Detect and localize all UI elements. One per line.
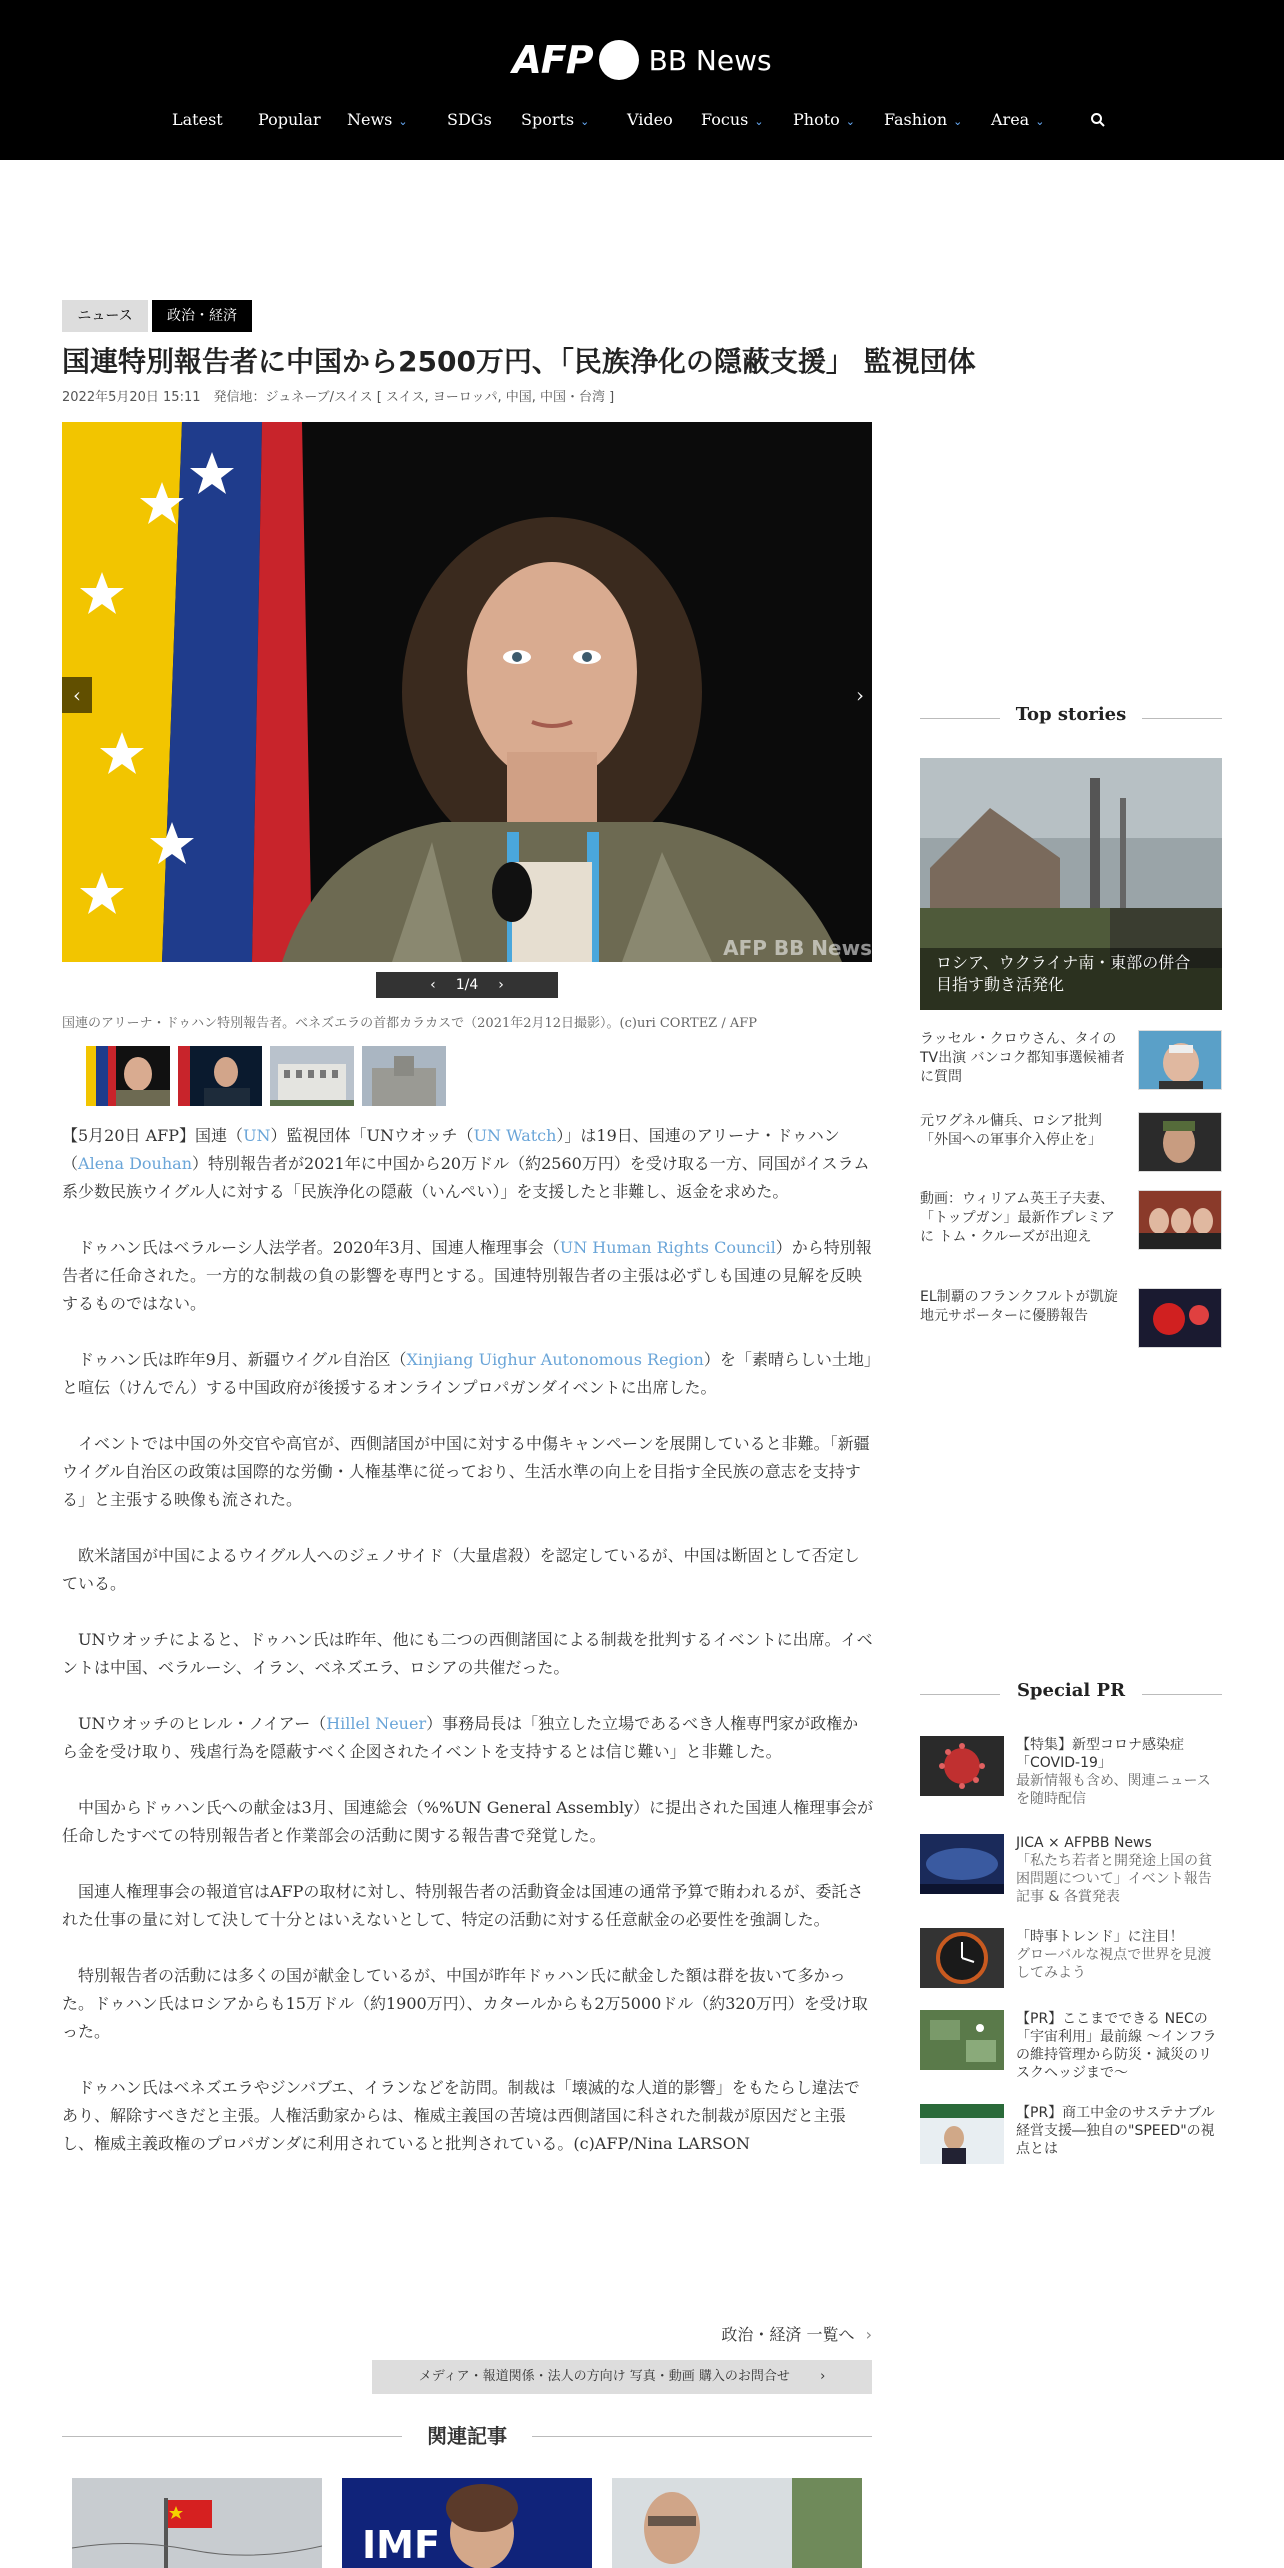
search-icon[interactable]: [1090, 112, 1106, 128]
inline-link[interactable]: UN: [243, 1126, 271, 1145]
nav-item-label: Video: [627, 110, 673, 129]
article-paragraph: [62, 2074, 874, 2158]
nav-item-label: Photo: [793, 110, 840, 129]
chevron-down-icon: ⌄: [580, 115, 590, 128]
related-card-image-flag: [72, 2478, 322, 2568]
photo-caption: 国連のアリーナ・ドゥハン特別報告者。ベネズエラの首都カラカスで（2021年2月12日撮影）。(c)uri CORTEZ / AFP: [62, 1016, 758, 1031]
photo-next-arrow[interactable]: ›: [856, 683, 864, 707]
top-story-item[interactable]: [920, 1112, 1222, 1176]
article-paragraph: [62, 1430, 874, 1514]
nav-item-label: Fashion: [884, 110, 948, 129]
top-story-thumbnail: [1138, 1288, 1222, 1348]
pr-text: [1016, 2010, 1222, 2082]
thumbnail-3[interactable]: [270, 1046, 354, 1106]
chevron-down-icon: ⌄: [845, 115, 855, 128]
logo-bb: BB News: [648, 43, 772, 77]
inline-link[interactable]: Alena Douhan: [78, 1154, 192, 1173]
special-pr-item[interactable]: [920, 2104, 1222, 2168]
article-body: [62, 1122, 874, 2186]
nav-item-label: Focus: [701, 110, 749, 129]
tag-politics-economy[interactable]: 政治・経済: [152, 300, 252, 332]
pager-next-button[interactable]: ›: [498, 977, 504, 993]
pr-subtitle: 「私たち若者と開発途上国の貧困問題について」イベント報告記事 & 各賞発表: [1016, 1853, 1212, 1905]
pr-title: 「時事トレンド」に注目！: [1016, 1929, 1184, 1945]
photo-pager: [376, 972, 558, 998]
thumbnail-4-image: [362, 1046, 446, 1106]
special-pr-item[interactable]: [920, 1834, 1222, 1905]
related-article-card[interactable]: [72, 2478, 322, 2568]
pr-title: 【特集】新型コロナ感染症「COVID-19」: [1016, 1737, 1184, 1771]
story-thumb-image: [1139, 1113, 1222, 1172]
pr-text: [1016, 1736, 1222, 1808]
pr-thumb-covid: [920, 1736, 1004, 1796]
pr-thumbnail: [920, 1736, 1004, 1796]
paragraph-text: ドゥハン氏は昨年9月、新疆ウイグル自治区（: [62, 1350, 407, 1369]
main-nav: [0, 110, 1284, 140]
thumbnail-2-image: [178, 1046, 262, 1106]
special-pr-item[interactable]: [920, 1736, 1222, 1807]
pr-thumbnail: [920, 2010, 1004, 2070]
top-story-item[interactable]: [920, 1190, 1222, 1254]
nav-item-video[interactable]: [627, 110, 673, 129]
special-pr-title: Special PR: [1016, 1680, 1126, 1701]
category-list-link[interactable]: [718, 2322, 872, 2345]
pr-thumb-jica: [920, 1834, 1004, 1894]
top-story-feature[interactable]: [920, 758, 1222, 1010]
paragraph-text: ）事務局長は「独立した立場であるべき人権専門家が政権から金を受け取り、残虐行為を隠蔽すべく企図されたイベントを支持するとは信じ難い」と非難した。: [62, 1714, 859, 1761]
article-title: 国連特別報告者に中国から2500万円、「民族浄化の隠蔽支援」 監視団体: [62, 345, 976, 378]
paragraph-text: ドゥハン氏はベネズエラやジンバブエ、イランなどを訪問。制裁は「壊滅的な人道的影響」をもたらし違法であり、解除すべきだと主張。人権活動家からは、権威主義国の苦境は西側諸国に科された制裁が原因だと主張し、権威主義政権のプロパガンダに利用されていると批判されている。(c)AFP/Nina LARSON: [62, 2078, 860, 2153]
pr-subtitle: グローバルな視点で世界を見渡してみよう: [1016, 1947, 1212, 1981]
nav-item-fashion[interactable]: [884, 110, 962, 129]
top-story-item[interactable]: [920, 1288, 1222, 1352]
article-paragraph: [62, 1794, 874, 1850]
nav-item-sports[interactable]: [521, 110, 589, 129]
story-thumb-image: [1139, 1191, 1222, 1250]
chevron-right-icon: ›: [820, 2369, 826, 2384]
pager-prev-button[interactable]: ‹: [430, 977, 436, 993]
nav-item-label: Latest: [172, 110, 223, 129]
paragraph-text: 【5月20日 AFP】国連（: [62, 1126, 244, 1145]
paragraph-text: 特別報告者の活動には多くの国が献金しているが、中国が昨年ドゥハン氏に献金した額は群を抜いて多かった。ドゥハン氏はロシアからも15万ドル（約1900万円）、カタールからも2万5000ドル（約320万円）を受け取った。: [62, 1966, 868, 2041]
nav-item-sdgs[interactable]: [447, 110, 492, 129]
related-articles-heading: [62, 2420, 872, 2450]
article-paragraph: [62, 1878, 874, 1934]
article-paragraph: [62, 1710, 874, 1766]
top-story-feature-caption: ロシア、ウクライナ南・東部の併合目指す動き活発化: [936, 953, 1191, 994]
site-header: [0, 0, 1284, 160]
thumbnail-1[interactable]: [86, 1046, 170, 1106]
pr-text: [1016, 1834, 1222, 1906]
pr-title: 【PR】ここまでできる NECの「宇宙利用」最前線 ～インフラの維持管理から防災・減災のリスクヘッジまで～: [1016, 2011, 1217, 2081]
paragraph-text: ）」は19日、国連のアリーナ・ドゥハン（: [62, 1126, 840, 1173]
special-pr-item[interactable]: [920, 1928, 1222, 1992]
top-stories-heading: [920, 704, 1222, 734]
chevron-down-icon: ⌄: [398, 115, 408, 128]
paragraph-text: ）を「素晴らしい土地」と喧伝（けんでん）する中国政府が後援するオンラインプロパガンダイベントに出席した。: [62, 1350, 872, 1397]
inline-link[interactable]: Xinjiang Uighur Autonomous Region: [406, 1350, 704, 1369]
related-card-image-imf: [342, 2478, 592, 2568]
pr-title: JICA × AFPBB News: [1016, 1835, 1152, 1851]
story-thumb-image: [1139, 1289, 1222, 1348]
logo-circle: [599, 40, 639, 80]
logo-afp: AFP: [512, 38, 593, 82]
special-pr-heading: [920, 1680, 1222, 1710]
paragraph-text: UNウオッチによると、ドゥハン氏は昨年、他にも二つの西側諸国による制裁を批判するイベントに出席。イベントは中国、ベラルーシ、イラン、ベネズエラ、ロシアの共催だった。: [62, 1630, 873, 1677]
pr-thumb-nec: [920, 2010, 1004, 2070]
main-photo: [62, 422, 872, 962]
tag-news[interactable]: ニュース: [62, 300, 148, 332]
story-thumb-image: [1139, 1031, 1222, 1090]
paragraph-text: ）監視団体「UNウオッチ（: [270, 1126, 474, 1145]
paragraph-text: UNウオッチのヒレル・ノイアー（: [62, 1714, 327, 1733]
paragraph-text: 中国からドゥハン氏への献金は3月、国連総会（%%UN General Assembly）に提出された国連人権理事会が任命したすべての特別報告者と作業部会の活動に関する報告書で発覚した。: [62, 1798, 874, 1845]
paragraph-text: イベントでは中国の外交官や高官が、西側諸国が中国に対する中傷キャンペーンを展開していると非難。「新疆ウイグル自治区の政策は国際的な労働・人権基準に従っており、生活水準の向上を目指す全民族の意志を支持する」と主張する映像も流された。: [62, 1434, 870, 1509]
media-inquiry-label: メディア・報道関係・法人の方向け 写真・動画 購入のお問合せ: [418, 2369, 790, 2384]
photo-woman-at-podium: [62, 422, 872, 962]
thumbnail-1-image: [86, 1046, 170, 1106]
photo-watermark: AFP BB News: [723, 936, 872, 960]
top-story-title: 動画：ウィリアム英王子夫妻、「トップガン」最新作プレミアに トム・クルーズが出迎え: [920, 1191, 1115, 1245]
related-articles: [72, 2478, 862, 2568]
top-stories-title: Top stories: [1015, 704, 1127, 725]
related-card-image-man: [612, 2478, 862, 2568]
pager-count: 1/4: [455, 977, 479, 993]
pr-title: 【PR】商工中金のサステナブル経営支援―独自の"SPEED"の視点とは: [1016, 2105, 1215, 2157]
nav-item-label: SDGs: [447, 110, 492, 129]
pr-text: [1016, 1928, 1222, 1982]
thumbnail-2[interactable]: [178, 1046, 262, 1106]
top-story-title: 元ワグネル傭兵、ロシア批判「外国への軍事介入停止を」: [920, 1113, 1102, 1148]
divider-right: [532, 2436, 872, 2437]
paragraph-text: ドゥハン氏はベラルーシ人法学者。2020年3月、国連人権理事会（: [62, 1238, 560, 1257]
article-paragraph: [62, 1542, 874, 1598]
related-article-card[interactable]: [612, 2478, 862, 2568]
article-paragraph: [62, 1346, 874, 1402]
category-list-label: 政治・経済 一覧へ: [721, 2325, 855, 2344]
chevron-right-icon: ›: [865, 2325, 872, 2344]
pr-thumbnail: [920, 1834, 1004, 1894]
inline-link[interactable]: Hillel Neuer: [326, 1714, 427, 1733]
divider-right: [1142, 718, 1222, 719]
site-logo[interactable]: [0, 38, 1284, 82]
thumbnail-4[interactable]: [362, 1046, 446, 1106]
nav-item-label: Area: [991, 110, 1030, 129]
nav-item-latest[interactable]: [172, 110, 223, 129]
chevron-down-icon: ⌄: [1035, 115, 1045, 128]
paragraph-text: 国連人権理事会の報道官はAFPの取材に対し、特別報告者の活動資金は国連の通常予算で賄われるが、委託された仕事の量に対して決して十分とはいえないとして、特定の活動に対する任意献金の必要性を強調した。: [62, 1882, 864, 1929]
nav-item-focus[interactable]: [701, 110, 764, 129]
nav-item-area[interactable]: [991, 110, 1044, 129]
chevron-down-icon: ⌄: [754, 115, 764, 128]
article-paragraph: [62, 1626, 874, 1682]
pr-thumb-shokochukin: [920, 2104, 1004, 2164]
pr-thumbnail: [920, 2104, 1004, 2164]
inline-link[interactable]: UN Watch: [473, 1126, 557, 1145]
article-paragraph: [62, 1234, 874, 1318]
pr-thumbnail: [920, 1928, 1004, 1988]
top-story-title: EL制覇のフランクフルトが凱旋 地元サポーターに優勝報告: [920, 1289, 1118, 1324]
top-story-title: ラッセル・クロウさん、タイのTV出演 バンコク都知事選候補者に質問: [920, 1031, 1125, 1085]
nav-item-label: Popular: [258, 110, 321, 129]
related-article-card[interactable]: [342, 2478, 592, 2568]
photo-thumbnails: [86, 1046, 446, 1106]
media-inquiry-button[interactable]: [372, 2360, 872, 2394]
top-story-thumbnail: [1138, 1190, 1222, 1250]
paragraph-text: 欧米諸国が中国によるウイグル人へのジェノサイド（大量虐殺）を認定しているが、中国は断固として否定している。: [62, 1546, 860, 1593]
nav-item-popular[interactable]: [258, 110, 321, 129]
top-story-thumbnail: [1138, 1112, 1222, 1172]
paragraph-text: ）から特別報告者に任命された。一方的な制裁の負の影響を専門とする。国連特別報告者の主張は必ずしも国連の見解を反映するものではない。: [62, 1238, 872, 1313]
article-paragraph: [62, 1962, 874, 2046]
paragraph-text: ）特別報告者が2021年に中国から20万ドル（約2560万円）を受け取る一方、同国がイスラム系少数民族ウイグル人に対する「民族浄化の隠蔽（いんぺい）」を支援したと非難し、返金を求めた。: [62, 1154, 870, 1201]
photo-prev-arrow[interactable]: ‹: [62, 677, 92, 713]
divider-right: [1142, 1694, 1222, 1695]
special-pr-item[interactable]: [920, 2010, 1222, 2081]
top-story-item[interactable]: [920, 1030, 1222, 1094]
pr-subtitle: 最新情報も含め、関連ニュースを随時配信: [1016, 1773, 1211, 1807]
inline-link[interactable]: UN Human Rights Council: [559, 1238, 776, 1257]
nav-item-label: Sports: [521, 110, 575, 129]
pr-text: [1016, 2104, 1222, 2158]
article-paragraph: [62, 1122, 874, 1206]
nav-item-label: News: [347, 110, 393, 129]
article-meta: 2022年5月20日 15:11 発信地：ジュネーブ/スイス [ スイス, ヨーロッパ, 中国, 中国・台湾 ]: [62, 390, 615, 405]
pr-thumb-watch: [920, 1928, 1004, 1988]
nav-item-photo[interactable]: [793, 110, 855, 129]
top-story-thumbnail: [1138, 1030, 1222, 1090]
related-heading-text: 関連記事: [427, 2424, 507, 2448]
nav-item-news[interactable]: [347, 110, 408, 129]
chevron-down-icon: ⌄: [953, 115, 963, 128]
svg-text:IMF: IMF: [362, 2523, 440, 2567]
thumbnail-3-image: [270, 1046, 354, 1106]
